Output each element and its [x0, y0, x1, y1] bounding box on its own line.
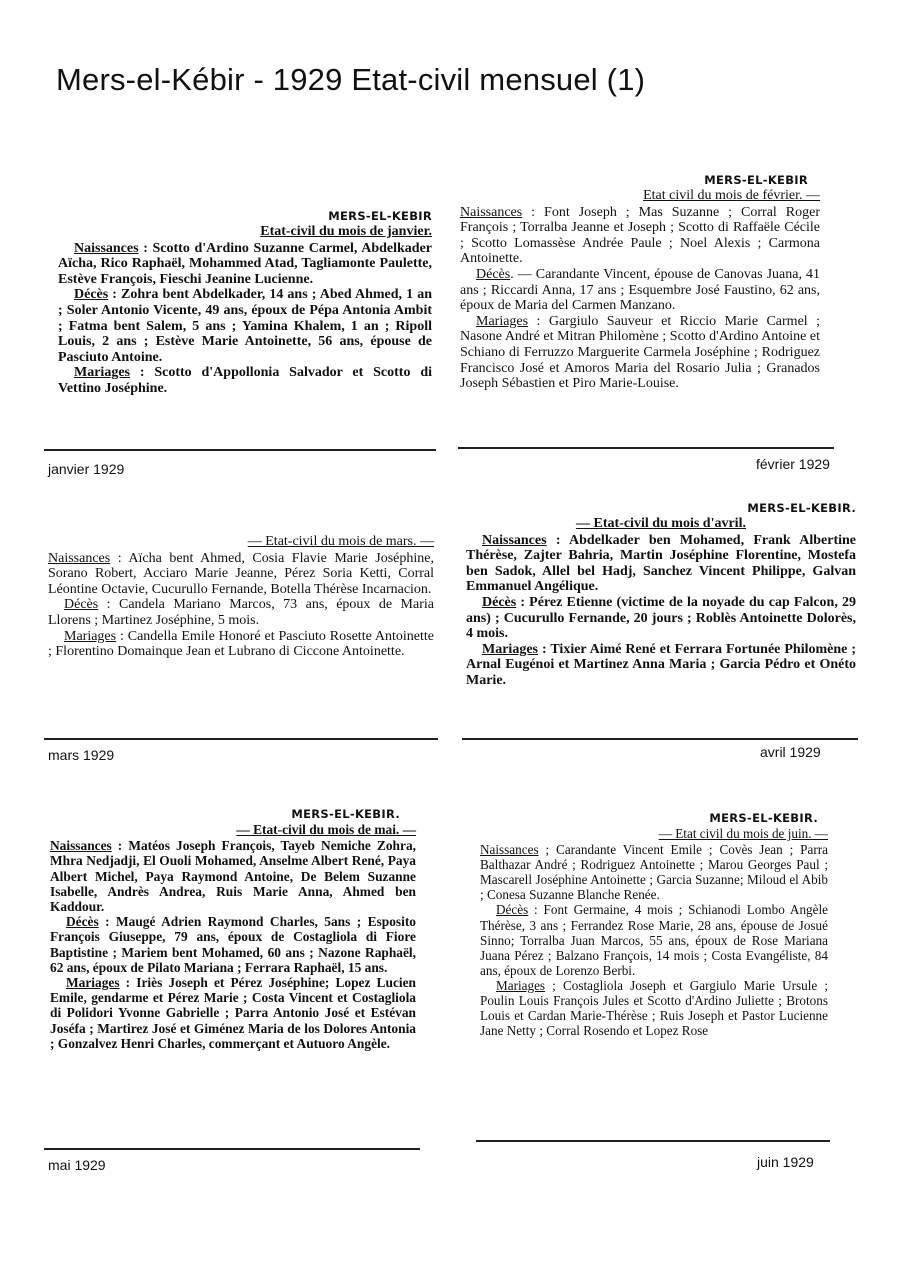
deces-paragraph [48, 597, 434, 628]
mariages-paragraph [50, 975, 416, 1051]
deces-text: : Pérez Etienne (victime de la noyade du cap Falcon, 29 ans) ; Cucurullo Fernande, 20 jours ; Roblès Antoinette Dolorès, 4 mois. [466, 594, 856, 642]
mariages-text: : Iriès Joseph et Pérez Joséphine; Lopez Lucien Emile, gendarme et Pérez Marie ; Costa Vincent et Costagliola di Polidori Yvonne Gabrielle ; Parra Antonio José et Estévan Joséfa ; Martirez José et Giménez Maria de los Dolores Antonia ; Gonzalvez Henri Charles, commerçant et Autuoro Angèle. [50, 975, 416, 1051]
deces-label: Décès [64, 597, 99, 613]
deces-text: : Zohra bent Abdelkader, 14 ans ; Abed Ahmed, 1 an ; Soler Antonio Vicente, 49 ans, époux de Pépa Antonia Ambit ; Fatma bent Salem, 5 ans ; Yamina Khalem, 1 an ; Ripoll Louis, 2 ans ; Estève Marie Antoinette, 56 ans, épouse de Pasciuto Antoine. [58, 287, 432, 365]
naissances-text: : Scotto d'Ardino Suzanne Carmel, Abdelkader Aïcha, Rico Raphaël, Mohammed Atad, Tagliamonte Paulette, Estève François, Fieschi Jeanine Lucienne. [58, 240, 432, 287]
clipping-subtitle: Etat-civil du mois de janvier. [260, 224, 432, 239]
deces-label: Décès [66, 914, 99, 930]
mariages-label: Mariages [496, 977, 546, 993]
divider-may [44, 1148, 420, 1150]
naissances-paragraph [466, 533, 856, 595]
clipping-subtitle: — Etat-civil du mois de mars. — [247, 534, 434, 549]
divider-april [462, 738, 858, 740]
mariages-paragraph [48, 629, 434, 660]
clipping-may [50, 806, 416, 1051]
naissances-label: Naissances [482, 532, 547, 548]
caption-january: janvier 1929 [48, 461, 125, 477]
naissances-paragraph [48, 551, 434, 598]
mariages-paragraph [480, 978, 828, 1038]
mariages-label: Mariages [64, 628, 117, 644]
naissances-label: Naissances [480, 842, 539, 858]
mariages-text: : Scotto d'Appollonia Salvador et Scotto di Vettino Joséphine. [58, 365, 432, 396]
deces-text: . — Carandante Vincent, épouse de Canovas Juana, 41 ans ; Riccardi Anna, 17 ans ; Esquembre José Faustino, 62 ans, époux de Maria del Carmen Manzano. [460, 266, 820, 314]
naissances-paragraph [480, 842, 828, 902]
deces-text: : Candela Mariano Marcos, 73 ans, époux de Maria Llorens ; Martinez Joséphine, 5 mois. [48, 597, 434, 628]
mariages-label: Mariages [482, 641, 538, 657]
deces-paragraph [466, 595, 856, 642]
deces-label: Décès [482, 594, 517, 610]
caption-april: avril 1929 [760, 744, 821, 760]
clipping-subtitle: — Etat-civil du mois d'avril. [576, 516, 746, 531]
clipping-april [466, 500, 856, 689]
deces-paragraph [460, 267, 820, 314]
naissances-paragraph [460, 205, 820, 267]
divider-january [44, 449, 436, 451]
divider-june [476, 1140, 830, 1142]
clipping-head: MERS-EL-KEBIR. [291, 807, 400, 821]
naissances-text: : Matéos Joseph François, Tayeb Nemiche Zohra, Mhra Nedjadji, El Ouoli Mohamed, Anselme Albert René, Paya Albert Michel, Paya Raymond Antoine, De Belem Suzanne Isabelle, Andrès Andrea, Ruis Marie Anna, Ahmed ben Kaddour. [50, 838, 416, 915]
deces-text: : Maugé Adrien Raymond Charles, 5ans ; Esposito François Giuseppe, 79 ans, époux de Costagliola di Fiore Baptistine ; Mariem bent Mohamed, 60 ans ; Nazone Raphaël, 62 ans, époux de Pilato Mariana ; Ferrara Raphaël, 15 ans. [50, 914, 416, 975]
deces-label: Décès [476, 266, 511, 282]
deces-label: Décès [496, 902, 529, 918]
caption-february: février 1929 [756, 456, 830, 472]
naissances-text: : Font Joseph ; Mas Suzanne ; Corral Roger François ; Torralba Jeanne et Joseph ; Scotto di Raffaële Cécile ; Scotto Lomassèse Andrée Paule ; Noel Alexis ; Carmona Antoinette. [460, 204, 820, 267]
clipping-head: MERS-EL-KEBIR [328, 209, 432, 223]
mariages-text: : Candella Emile Honoré et Pasciuto Rosette Antoinette ; Florentino Domainque Jean et Lubrano di Ciccone Antoinette. [48, 628, 434, 660]
clipping-subtitle: — Etat-civil du mois de mai. — [236, 822, 416, 837]
clipping-head: MERS-EL-KEBIR. [709, 811, 818, 825]
naissances-label: Naissances [48, 550, 111, 566]
naissances-paragraph [50, 838, 416, 914]
deces-paragraph [58, 287, 432, 365]
caption-june: juin 1929 [757, 1154, 814, 1170]
caption-march: mars 1929 [48, 747, 115, 763]
clipping-march [48, 534, 434, 660]
deces-text: : Font Germaine, 4 mois ; Schianodi Lombo Angèle Thérèse, 3 ans ; Ferrandez Rose Marie, 28 ans, épouse de Josué Sinno; Torralba Juan Marcos, 55 ans, époux de Rose Mariana Juana Pérez ; Balzano François, 14 mois ; Costa Evangéliste, 84 ans, époux de Lorenzo Berbi. [480, 902, 828, 978]
mariages-paragraph [58, 365, 432, 396]
clipping-subtitle: Etat civil du mois de février. — [643, 188, 820, 203]
caption-may: mai 1929 [48, 1157, 106, 1173]
naissances-text: ; Carandante Vincent Emile ; Covès Jean ; Parra Balthazar André ; Rodriguez Antoinette ; Marou Georges Paul ; Mascarell Joséphine Antoinette ; Garcia Suzanne; Miloud el Abib ; Conesa Suzanne Blanche Renée. [480, 842, 828, 903]
naissances-label: Naissances [50, 838, 112, 854]
mariages-text: ; Costagliola Joseph et Gargiulo Marie Ursule ; Poulin Louis François Jules et Scotto d'Ardino Juliette ; Brotons Louis et Cardan Marie-Thérèse ; Ruis Joseph et Pastor Lucienne Jane Netty ; Corral Rosendo et Lopez Rose [480, 977, 828, 1039]
page-title: Mers-el-Kébir - 1929 Etat-civil mensuel (1) [56, 62, 646, 97]
naissances-text: : Abdelkader ben Mohamed, Frank Albertine Thérèse, Zajter Bahria, Martin Joséphine Florentine, Mostefa ben Sadok, Allel bel Hadj, Sanchez Vincent Philippe, Galvan Emmanuel Angélique. [466, 532, 856, 595]
deces-paragraph [50, 914, 416, 975]
mariages-text: : Gargiulo Sauveur et Riccio Marie Carmel ; Nasone André et Mitran Philomène ; Scotto d'Ardino Antoine et Schiano di Ferruzzo Marguerite Carmela Joséphine ; Rodriguez Francisco José et Amoros Maria del Rosario Julia ; Granados Joseph Sébastien et Piro Marie-Louise. [460, 313, 820, 392]
clipping-head: MERS-EL-KEBIR. [747, 501, 856, 515]
naissances-label: Naissances [74, 240, 139, 256]
clipping-subtitle: — Etat civil du mois de juin. — [658, 826, 828, 841]
mariages-label: Mariages [66, 975, 120, 991]
mariages-paragraph [466, 642, 856, 689]
deces-paragraph [480, 902, 828, 977]
naissances-label: Naissances [460, 204, 523, 220]
naissances-text: : Aïcha bent Ahmed, Cosia Flavie Marie Joséphine, Sorano Robert, Acciaro Marie Jeanne, Pérez Soria Ketti, Corral Léontine Octavie, Cucurullo Fernande, Botella Thérèse Incarnacion. [48, 550, 434, 597]
divider-march [44, 738, 438, 740]
mariages-text: : Tixier Aimé René et Ferrara Fortunée Philomène ; Arnal Eugénoi et Martinez Anna Maria ; Garcia Pédro et Onéto Marie. [466, 641, 856, 688]
mariages-paragraph [460, 314, 820, 392]
mariages-label: Mariages [74, 365, 130, 381]
clipping-head: MERS-EL-KEBIR [704, 173, 808, 187]
clipping-june [480, 810, 828, 1038]
mariages-label: Mariages [476, 313, 529, 329]
naissances-paragraph [58, 241, 432, 288]
clipping-january [58, 208, 432, 397]
clipping-february [460, 172, 820, 392]
divider-february [458, 447, 834, 449]
deces-label: Décès [74, 287, 109, 303]
